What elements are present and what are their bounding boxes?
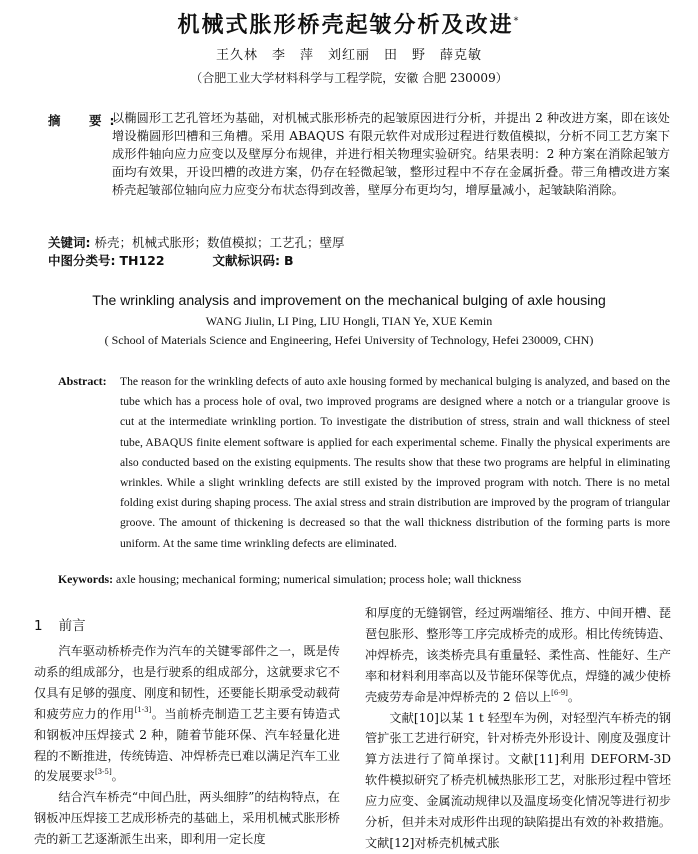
body-column-left <box>34 641 340 850</box>
affiliation-en: ( School of Materials Science and Engineering, Hefei University of Technology, Hefei 230009, CHN) <box>104 333 594 347</box>
abstract-en-text: The reason for the wrinkling defects of auto axle housing formed by mechanical bulging is analyzed, and based on the tube which has a process hole of oval, two improved programs are designed where a notch or a triangular groove is cut at the intermediate wrinkling portion. To investigate the distribution of stress, strain and wall thickness of steel tube, ABAQUS finite element software is applied for each experimental scheme. Finally the physical experiments are also conducted based on the existing equipments. The results show that these two programs are helpful in eliminating wrinkles. While a slight wrinkling defects are still existed by the improved program with notch. There is no metal folding exist during shaping process. The axial stress and strain distribution are improved by the program of triangular groove. The amount of thickening is decreased so that the wall thickness distribution of the forming parts is more uniform. At the same time wrinkling defects are eliminated. <box>120 375 670 550</box>
keywords-en <box>58 572 521 587</box>
keywords-cn-text: 桥壳；机械式胀形；数值模拟；工艺孔；壁厚 <box>94 235 345 250</box>
abstract-en-label: Abstract: <box>58 374 107 388</box>
section-number: 1 <box>34 618 43 634</box>
citation-ref: [1-3] <box>134 705 152 714</box>
authors-en: WANG Jiulin, LI Ping, LIU Hongli, TIAN Ye, XUE Kemin <box>205 314 493 328</box>
body-paragraph: 结合汽车桥壳“中间凸肚，两头细脖”的结构特点，在钢板冲压焊接工艺成形桥壳的基础上，采用机械式胀形桥壳的新工艺逐渐派生出来，即利用一定长度 <box>34 790 340 847</box>
body-paragraph: 汽车驱动桥桥壳作为汽车的关键零部件之一，既是传动系的组成部分，也是行驶系的组成部分，这就要求它不仅具有足够的强度、刚度和韧性，还要能长期承受动载荷和疲劳应力的作用[1-3]。当前桥壳制造工艺主要有铸造式和钢板冲压焊接式 2 种，随着节能环保、汽车轻量化进程的不断推进，传统铸造、冲焊桥壳已难以满足汽车工业的发展要求[3-5]。 <box>34 644 341 784</box>
title-footnote-mark: * <box>513 15 521 27</box>
citation-ref: [6-9] <box>551 688 568 697</box>
clc-label: 中图分类号: <box>48 253 116 268</box>
body-column-right <box>365 603 671 854</box>
paper-title-cn: 机械式胀形桥壳起皱分析及改进* <box>177 13 521 38</box>
abstract-cn-label: 摘 要: <box>48 113 123 128</box>
abstract-cn-text: 以椭圆形工艺孔管坯为基础，对机械式胀形桥壳的起皱原因进行分析，并提出 2 种改进方案，即在该处增设椭圆形凹槽和三角槽。采用 ABAQUS 有限元软件对成形过程进行数值模拟，分析不同工艺方案下成形件轴向应力应变以及壁厚分布规律，并进行相关物理实验研究。结果表明：2 种方案在消除起皱方面均有效果，开设凹槽的改进方案，仍存在轻微起皱，整形过程中不存在金属折叠。带三角槽改进方案桥壳起皱部位轴向应力应变分布状态得到改善，壁厚分布更均匀，增厚量减小，起皱缺陷消除。 <box>112 111 670 198</box>
doc-code-value: B <box>284 253 294 268</box>
keywords-en-text: axle housing; mechanical forming; numerical simulation; process hole; wall thickness <box>116 572 522 586</box>
keywords-cn-label: 关键词: <box>48 235 91 250</box>
body-paragraph: 和厚度的无缝钢管，经过两端缩径、推方、中间开槽、琵琶包胀形、整形等工序完成桥壳的成形。相比传统铸造、冲焊桥壳，该类桥壳具有重量轻、柔性高、性能好、生产率和材料利用率高以及节能环保等优点，焊缝的减少使桥壳疲劳寿命是冲焊桥壳的 2 倍以上[6-9]。 <box>365 606 671 704</box>
classification-line <box>48 251 294 269</box>
authors-cn: 王久林 李 萍 刘红丽 田 野 薛克敏 <box>215 48 482 63</box>
keywords-cn <box>48 233 345 251</box>
affiliation-cn: （合肥工业大学材料科学与工程学院，安徽 合肥 230009） <box>190 71 508 85</box>
keywords-en-label: Keywords: <box>58 572 114 586</box>
section-title: 前言 <box>58 618 86 634</box>
paper-title-en: The wrinkling analysis and improvement on the mechanical bulging of axle housing <box>92 292 606 308</box>
body-paragraph: 文献[10]以某 1 t 轻型车为例，对轻型汽车桥壳的钢管扩张工艺进行研究，针对桥壳外形设计、刚度及强度计算方法进行了简单探讨。文献[11]利用 DEFORM-3D 软件模拟研究了桥壳机械热胀形工艺，对胀形过程中管坯应力应变、金属流动规律以及温度场变化情况等进行初步分析，但并未对成形件出现的缺陷提出有效的补救措施。文献[12]对桥壳机械式胀 <box>365 710 671 850</box>
doc-code-label: 文献标识码: <box>212 253 281 268</box>
citation-ref: [3-5] <box>94 768 112 777</box>
section-heading <box>34 614 86 634</box>
clc-value: TH122 <box>119 253 165 268</box>
